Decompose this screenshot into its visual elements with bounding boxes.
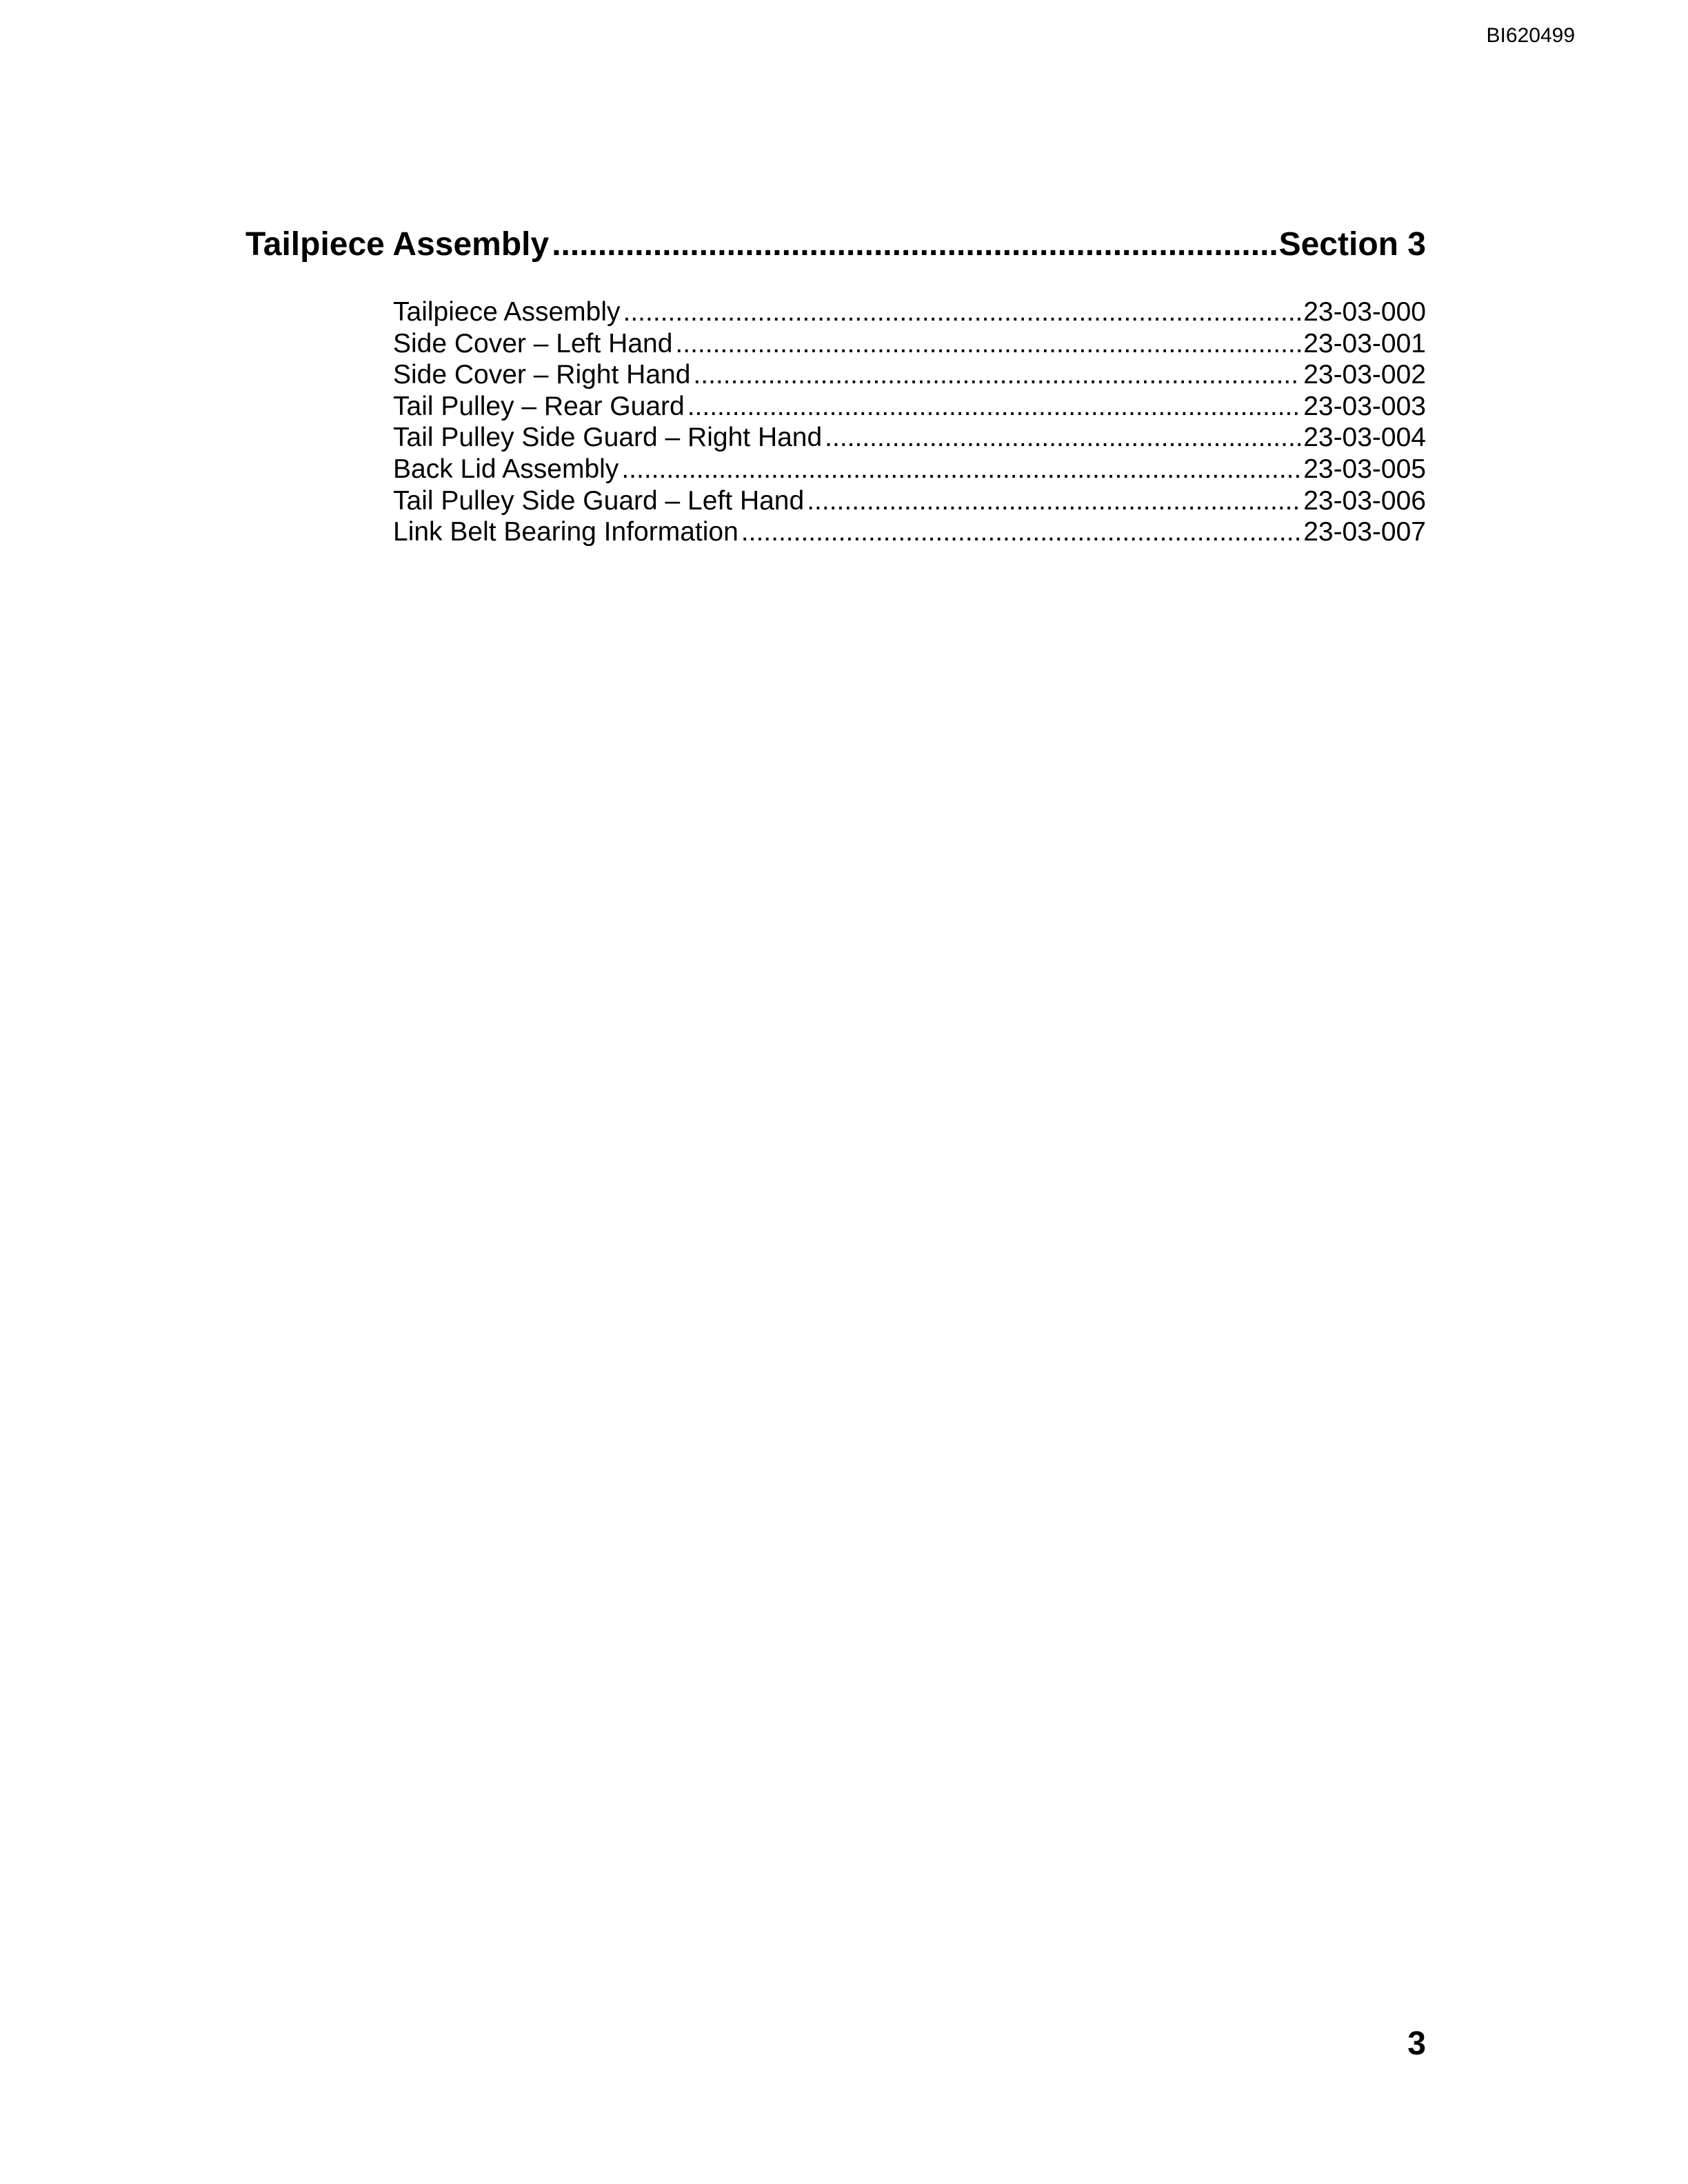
dot-leader bbox=[741, 516, 1300, 548]
toc-entry-title: Back Lid Assembly bbox=[393, 454, 619, 484]
toc-entry-title: Tailpiece Assembly bbox=[393, 297, 621, 327]
toc-entry-ref: 23-03-005 bbox=[1303, 454, 1426, 484]
page-number: 3 bbox=[1407, 2025, 1426, 2062]
dot-leader bbox=[552, 225, 1276, 265]
dot-leader bbox=[675, 328, 1300, 360]
dot-leader bbox=[687, 391, 1300, 423]
section-title: Tailpiece Assembly bbox=[245, 226, 550, 263]
toc-entry[interactable] bbox=[393, 422, 1426, 454]
toc-entry[interactable] bbox=[393, 516, 1426, 548]
dot-leader bbox=[807, 485, 1300, 517]
toc-entry-title: Side Cover – Right Hand bbox=[393, 360, 691, 390]
toc-entry-title: Side Cover – Left Hand bbox=[393, 328, 673, 358]
toc-entry[interactable] bbox=[393, 485, 1426, 517]
toc-entry-title: Tail Pulley – Rear Guard bbox=[393, 391, 685, 421]
toc-entry-title: Tail Pulley Side Guard – Right Hand bbox=[393, 423, 823, 453]
toc-list bbox=[393, 296, 1426, 548]
toc-entry[interactable] bbox=[393, 359, 1426, 391]
toc-entry-ref: 23-03-002 bbox=[1303, 360, 1426, 390]
toc-entry-ref: 23-03-003 bbox=[1303, 391, 1426, 421]
toc-entry-ref: 23-03-007 bbox=[1303, 517, 1426, 547]
toc-entry[interactable] bbox=[393, 296, 1426, 328]
toc-entry-ref: 23-03-004 bbox=[1303, 423, 1426, 453]
toc-entry-ref: 23-03-000 bbox=[1303, 297, 1426, 327]
document-id: BI620499 bbox=[1486, 24, 1575, 47]
toc-entry[interactable] bbox=[393, 454, 1426, 485]
toc-entry-title: Link Belt Bearing Information bbox=[393, 517, 738, 547]
toc-entry-title: Tail Pulley Side Guard – Left Hand bbox=[393, 485, 805, 516]
dot-leader bbox=[623, 296, 1300, 328]
dot-leader bbox=[825, 422, 1300, 454]
toc-entry[interactable] bbox=[393, 391, 1426, 423]
toc-entry-ref: 23-03-006 bbox=[1303, 485, 1426, 516]
section-label: Section 3 bbox=[1278, 226, 1426, 263]
toc-entry[interactable] bbox=[393, 328, 1426, 360]
toc-entry-ref: 23-03-001 bbox=[1303, 328, 1426, 358]
dot-leader bbox=[621, 454, 1300, 485]
section-heading[interactable] bbox=[245, 225, 1426, 265]
dot-leader bbox=[693, 359, 1300, 391]
